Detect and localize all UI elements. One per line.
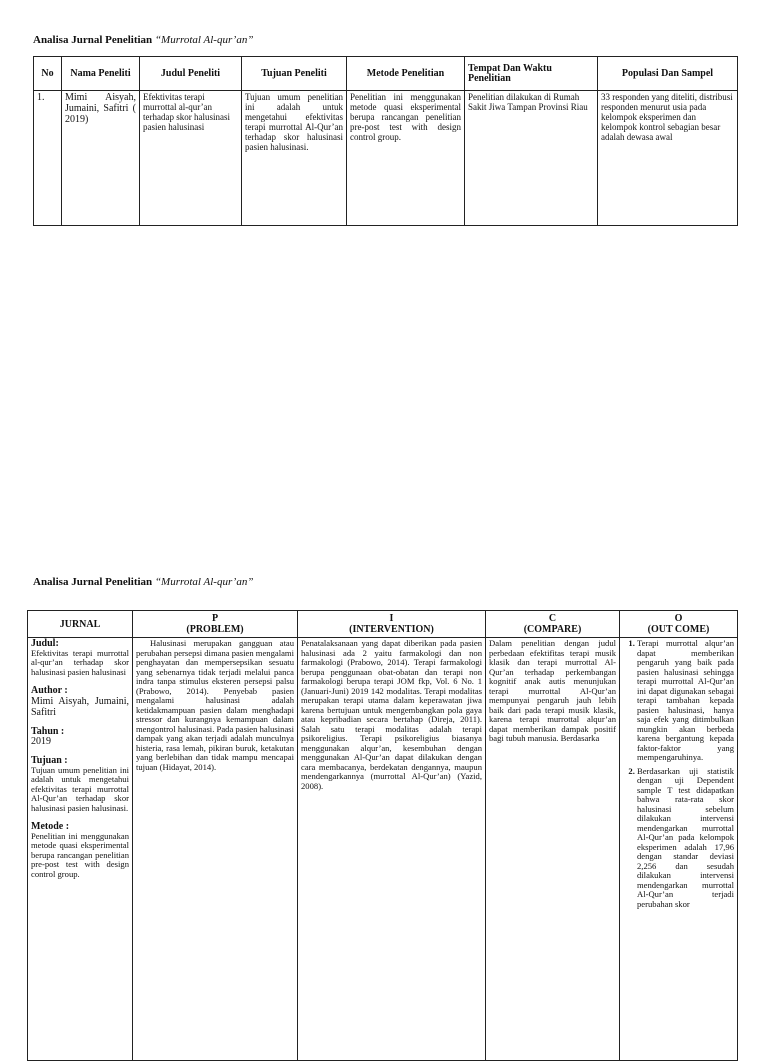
author-label: Author : <box>31 685 68 696</box>
page-title-1 <box>33 34 253 46</box>
tujuan-value: Tujuan umum penelitian ini adalah untuk mengetahui efektivitas terapi murrottal Al-Qur’an terhadap skor halusinasi pasien halusinasi. <box>31 764 129 813</box>
problem-text: Halusinasi merupakan gangguan atau perubahan persepsi dimana pasien mengalami penghayatan dan mempersepsikan sesuatu yang sebenarnya tidak terjadi melalui panca indra tanpa stimulus eksteren persepsi palsu (Prabowo, 2014). Penyebab pasien mengalami halusinasi adalah ketidakmampuan pasien dalam menghadapi stressor dan kurangnya kemampuan dalam mengontrol halusinasi. Pada pasien halusinasi dampak yang akan terjadi adalah munculnya histeria, rasa lemah, pikiran buruk, ketakutan yang berlebihan dan tidak mampu mencapai tujuan (Hidayat, 2014). <box>136 638 294 772</box>
judul-label: Judul: <box>31 638 59 649</box>
judul-value: Efektivitas terapi murrottal al-qur’an terhadap skor halusinasi pasien halusinasi <box>31 647 129 677</box>
table-header-row <box>34 57 738 91</box>
research-summary-table <box>33 56 738 226</box>
header-tempat: Tempat Dan Waktu Penelitian <box>465 57 598 91</box>
header-nama: Nama Peneliti <box>62 57 140 91</box>
cell-no: 1. <box>34 91 62 226</box>
page-title-2 <box>33 576 253 588</box>
header-outcome: O (OUT COME) <box>620 611 738 638</box>
list-item: 1. Terapi murrottal alqur’an dapat memberikan pengaruh yang baik pada pasien halusinasi sehingga terapi murrottal Al-Qur’an ini dapat digunakan sebagai terapi tambahan kepada pasien halusinasi, hanya saja efek yang ditimbulkan mungkin akan berbeda karena bergantung kepada faktor-faktor yang mempengaruhinya. <box>637 639 734 763</box>
cell-judul: Efektivitas terapi murrottal al-qur’an terhadap skor halusinasi pasien halusinasi <box>140 91 242 226</box>
outcome-list <box>623 639 734 909</box>
list-item: 2. Berdasarkan uji statistik dengan uji Dependent sample T test didapatkan bahwa rata-rata skor halusinasi sebelum dilakukan intervensi mendengarkan murrottal Al-Qur’an pada kelompok eksperimen adalah 17,96 dengan standar deviasi 2,256 dan sesudah dilakukan intervensi mendengarkan murrottal Al-Qur’an terjadi perubahan skor <box>637 767 734 910</box>
header-populasi: Populasi Dan Sampel <box>598 57 738 91</box>
cell-compare: Dalam penelitian dengan judul perbedaan efektifitas terapi musik klasik dan terapi murrottal Al-Qur’an terhadap perkembangan kognitif anak autis menunjukan terapi murrottal Al-Qur’an mempunyai pengaruh jauh lebih baik dari pada terapi musik klasik, karena terapi murrottal alqur’an dapat memberikan dampak positif bagi tubuh manusia. Berdasarka <box>486 638 620 1061</box>
header-judul: Judul Peneliti <box>140 57 242 91</box>
title-1-italic: “Murrotal Al-qur’an” <box>154 34 254 46</box>
table-row <box>34 91 738 226</box>
tahun-value: 2019 <box>31 736 51 747</box>
header-problem: P (PROBLEM) <box>133 611 298 638</box>
header-compare: C (COMPARE) <box>486 611 620 638</box>
metode-value: Penelitian ini menggunakan metode quasi eksperimental berupa rancangan penelitian pre-post test with design control group. <box>31 830 129 879</box>
title-2-bold: Analisa Jurnal Penelitian <box>33 576 153 588</box>
cell-tujuan: Tujuan umum penelitian ini adalah untuk mengetahui efektivitas terapi murrottal Al-Qur’an terhadap skor halusinasi pasien halusinasi. <box>242 91 347 226</box>
header-intervention: I (INTERVENTION) <box>298 611 486 638</box>
pico-table <box>27 610 738 1061</box>
cell-nama: Mimi Aisyah, Jumaini, Safitri ( 2019) <box>62 91 140 226</box>
cell-tempat: Penelitian dilakukan di Rumah Sakit Jiwa Tampan Provinsi Riau <box>465 91 598 226</box>
metode-label: Metode : <box>31 821 70 832</box>
cell-metode: Penelitian ini menggunakan metode quasi eksperimental berupa rancangan penelitian pre-post test with design control group. <box>347 91 465 226</box>
title-2-italic: “Murrotal Al-qur’an” <box>154 576 254 588</box>
header-jurnal: JURNAL <box>28 611 133 638</box>
title-1-bold: Analisa Jurnal Penelitian <box>33 34 153 46</box>
cell-problem <box>133 638 298 1061</box>
cell-outcome <box>620 638 738 1061</box>
cell-jurnal <box>28 638 133 1061</box>
tahun-label: Tahun : <box>31 725 65 737</box>
cell-intervention: Penatalaksanaan yang dapat diberikan pada pasien halusinasi ada 2 yaitu farmakologi dan non farmakologi (Prabowo, 2014). Terapi farmakologi berupa penggunaan obat-obatan dan terapi non farmakologi berupa terapi JOM fkp, Vol. 6 No. 1 (Januari-Juni) 2019 142 modalitas. Terapi modalitas merupakan terapi utama dalam keperawatan jiwa karena bertujuan untuk mengembangkan pola gaya atau kepribadian secara bertahap (Direja, 2011). Salah satu terapi modalitas adalah terapi psikoreligius. Terapi psikoreligius biasanya menggunakan alqur’an, kesembuhan dengan menggunakan Al-Qur’an dapat dilakukan dengan cara membacanya, berdekatan dengannya, maupun mendengarkannya (murrottal Al-Qur’an) (Yazid, 2008). <box>298 638 486 1061</box>
header-tujuan: Tujuan Peneliti <box>242 57 347 91</box>
cell-populasi: 33 responden yang diteliti, distribusi responden menurut usia pada kelompok eksperimen dan kelompok kontrol sebagian besar adalah dewasa awal <box>598 91 738 226</box>
tujuan-label: Tujuan : <box>31 755 68 766</box>
header-metode: Metode Penelitian <box>347 57 465 91</box>
header-no: No <box>34 57 62 91</box>
pico-row <box>28 638 738 1061</box>
pico-header-row <box>28 611 738 638</box>
author-value: Mimi Aisyah, Jumaini, Safitri <box>31 695 129 718</box>
